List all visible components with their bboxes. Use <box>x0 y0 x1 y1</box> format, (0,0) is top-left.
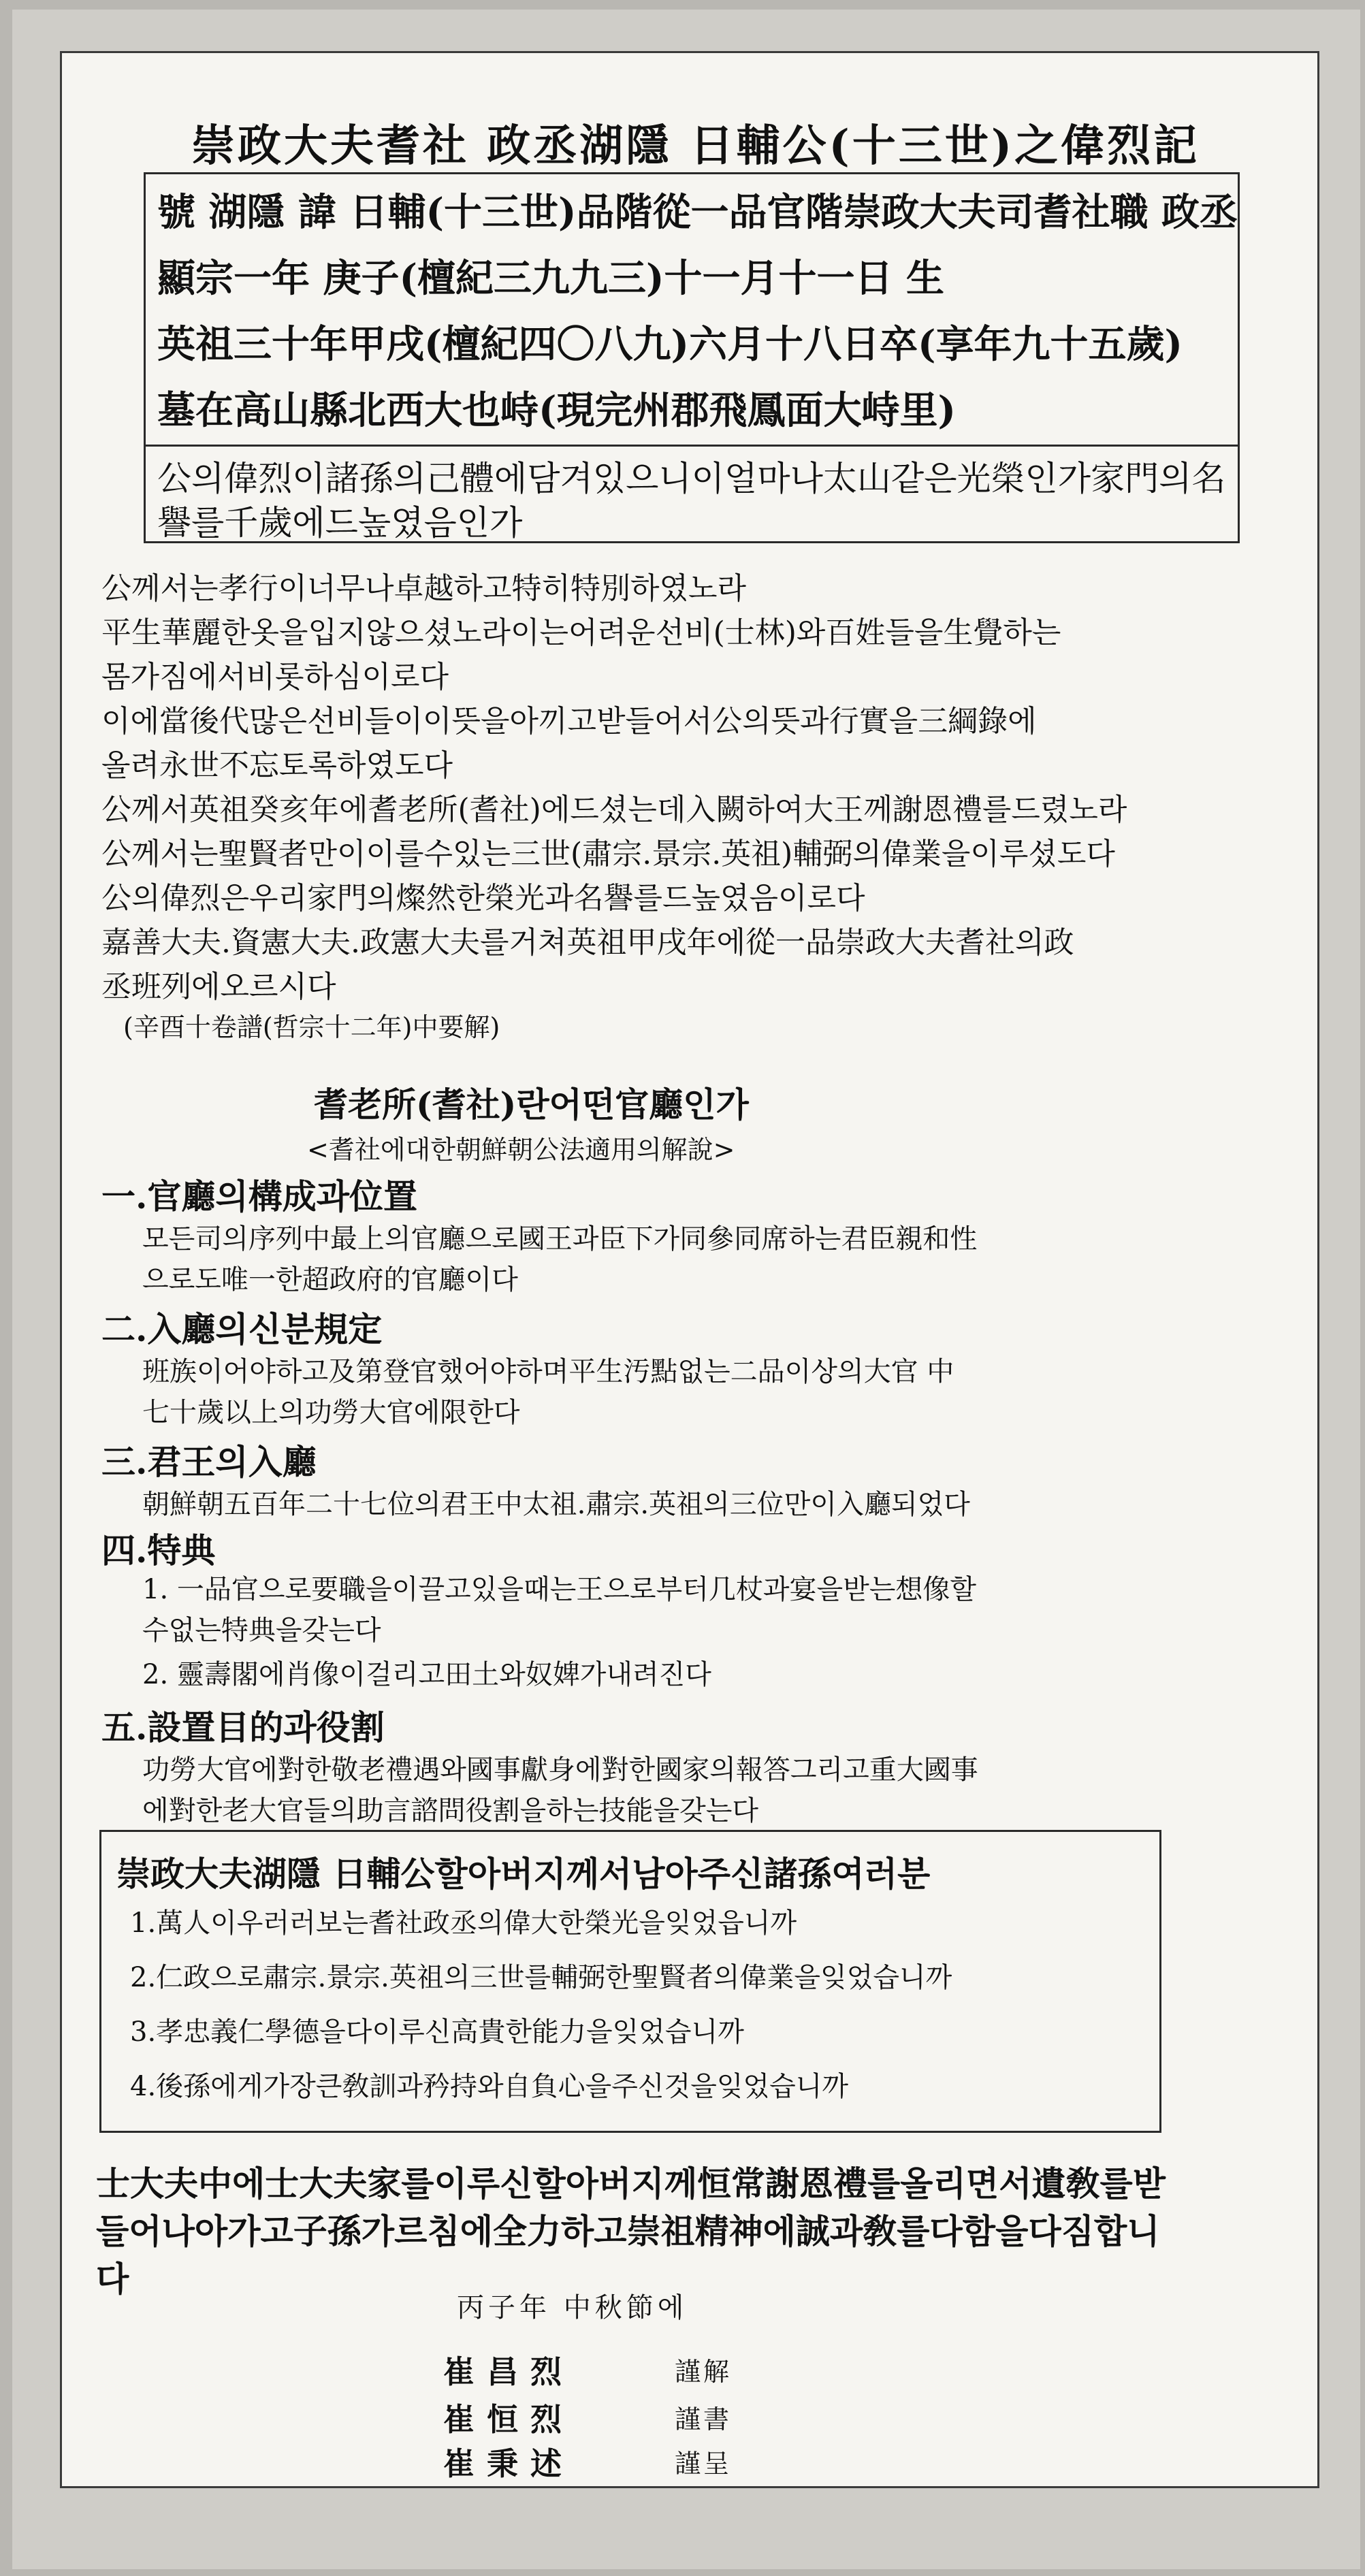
signature-role: 謹呈 <box>675 2449 733 2479</box>
closing-line: 들어나아가고子孫가르침에全力하고崇祖精神에誠과敎를다함을다짐합니 <box>96 2211 1160 2251</box>
section-item-heading: 三.君王의入廳 <box>101 1442 317 1482</box>
section-item-line: 朝鮮朝五百年二十七位의君王中太祖.肅宗.英祖의三位만이入廳되었다 <box>142 1489 970 1520</box>
profile-line: 顯宗一年 庚子(檀紀三九九三)十一月十一日 生 <box>157 256 944 301</box>
closing-line: 다 <box>96 2259 129 2299</box>
narrative-line: 公께서는聖賢者만이이를수있는三世(肅宗.景宗.英祖)輔弼의偉業을이루셨도다 <box>101 837 1115 871</box>
profile-line: 墓在高山縣北西大也峙(現完州郡飛鳳面大峙里) <box>157 388 956 433</box>
closing-line: 士大夫中에士大夫家를이루신할아버지께恒常謝恩禮를올리면서遺敎를받 <box>96 2163 1166 2204</box>
narrative-line: 丞班列에오르시다 <box>101 969 336 1004</box>
profile-line: 英祖三十年甲戌(檀紀四〇八九)六月十八日卒(享年九十五歲) <box>157 322 1183 367</box>
signature-role: 謹解 <box>675 2357 733 2387</box>
narrative-line: 몸가짐에서비롯하심이로다 <box>101 660 449 694</box>
section-item-line: 功勞大官에對한敬老禮遇와國事獻身에對한國家의報答그리고重大國事 <box>142 1754 978 1786</box>
profile-line: 號 湖隱 諱 日輔(十三世)品階從一品官階崇政大夫司耆社職 政丞 <box>157 190 1238 235</box>
signature-name: 崔昌烈 <box>443 2353 574 2390</box>
tribute-item: 3.孝忠義仁學德을다이루신高貴한能力을잊었습니까 <box>130 2016 744 2048</box>
section-item-line: 1. 一品官으로要職을이끌고있을때는王으로부터几杖과宴을받는想像할 <box>142 1574 977 1605</box>
section-subtitle: <耆社에대한朝鮮朝公法適用의解說> <box>307 1135 735 1165</box>
tribute-item: 2.仁政으로肅宗.景宗.英祖의三世를輔弼한聖賢者의偉業을잊었습니까 <box>130 1962 952 1993</box>
narrative-line: 公께서는孝行이너무나卓越하고特히特別하였노라 <box>101 571 747 606</box>
signature-name: 崔秉述 <box>443 2445 574 2482</box>
narrative-line: 平生華麗한옷을입지않으셨노라이는어려운선비(士林)와百姓들을生覺하는 <box>101 615 1061 650</box>
section-item-line: 班族이어야하고及第登官했어야하며平生汚點없는二品이상의大官 中 <box>142 1356 954 1387</box>
section-item-line: 2. 靈壽閣에肖像이걸리고田土와奴婢가내려진다 <box>142 1659 711 1690</box>
section-item-heading: 一.官廳의構成과位置 <box>101 1176 418 1217</box>
document-title: 崇政大夫耆社 政丞湖隱 日輔公(十三世)之偉烈記 <box>191 120 1200 172</box>
narrative-line: 公의偉烈은우리家門의燦然한榮光과名譽를드높였음이로다 <box>101 881 865 916</box>
document-page <box>60 51 1319 2488</box>
narrative-line: 올려永世不忘토록하였도다 <box>101 748 453 783</box>
section-item-heading: 二.入廳의신분規定 <box>101 1309 383 1349</box>
section-item-line: 으로도唯一한超政府的官廳이다 <box>142 1264 518 1295</box>
section-item-line: 모든司의序列中最上의官廳으로國王과臣下가同參同席하는君臣親和性 <box>142 1223 978 1255</box>
tribute-item: 4.後孫에게가장큰敎訓과矜持와自負心을주신것을잊었습니까 <box>130 2071 849 2102</box>
profile-summary: 譽를千歲에드높였음인가 <box>157 503 523 543</box>
section-item-heading: 四.特典 <box>101 1530 216 1571</box>
tribute-item: 1.萬人이우러러보는耆社政丞의偉大한榮光을잊었읍니까 <box>130 1907 797 1939</box>
profile-summary: 公의偉烈이諸孫의己體에담겨있으니이얼마나太山같은光榮인가家門의名 <box>157 459 1226 498</box>
signature-role: 謹書 <box>675 2404 733 2434</box>
closing-date: 丙子年 中秋節에 <box>457 2292 688 2323</box>
tribute-heading: 崇政大夫湖隱 日輔公할아버지께서남아주신諸孫여러분 <box>116 1854 931 1894</box>
narrative-source: (辛酉十卷譜(哲宗十二年)中要解) <box>123 1012 500 1042</box>
section-item-heading: 五.設置目的과役割 <box>101 1707 385 1748</box>
section-item-line: 七十歲以上의功勞大官에限한다 <box>142 1397 520 1428</box>
narrative-line: 嘉善大夫.資憲大夫.政憲大夫를거쳐英祖甲戌年에從一品崇政大夫耆社의政 <box>101 925 1074 960</box>
section-item-line: 에對한老大官들의助言諮問役割을하는技能을갖는다 <box>142 1795 759 1826</box>
signature-name: 崔恒烈 <box>443 2401 574 2438</box>
narrative-line: 이에當後代많은선비들이이뜻을아끼고받들어서公의뜻과行實을三綱錄에 <box>101 704 1037 739</box>
narrative-line: 公께서英祖癸亥年에耆老所(耆社)에드셨는데入闕하여大王께謝恩禮를드렸노라 <box>101 792 1127 827</box>
section-title: 耆老所(耆社)란어떤官廳인가 <box>314 1084 749 1125</box>
profile-divider <box>144 445 1240 447</box>
section-item-line: 수없는特典을갖는다 <box>142 1615 381 1646</box>
